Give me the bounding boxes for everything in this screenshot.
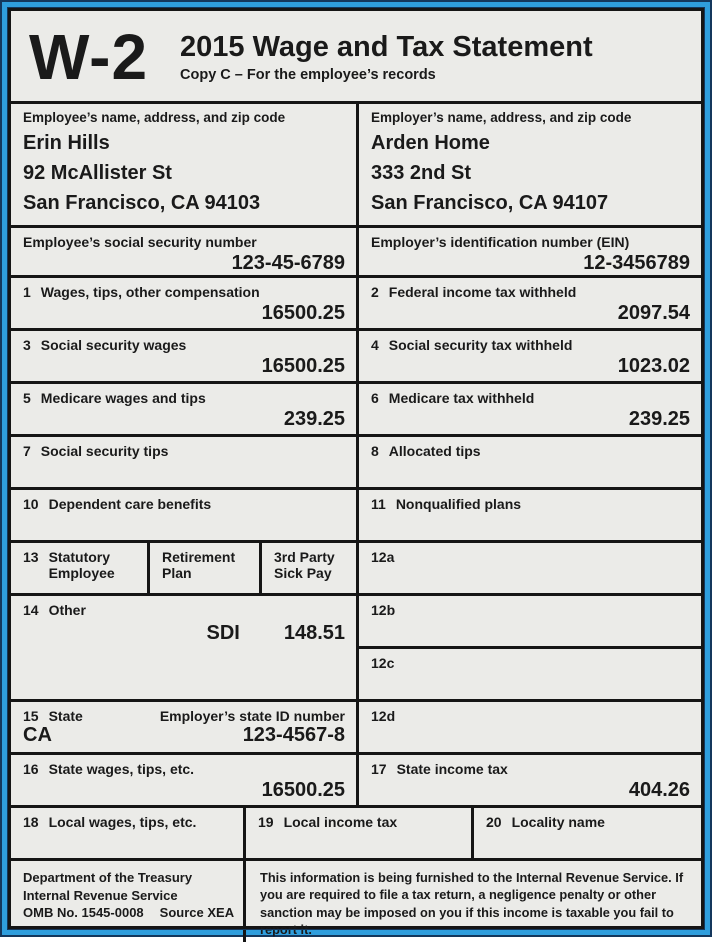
box-11-number: 11: [371, 496, 386, 512]
box-20-locality-name: [471, 808, 701, 858]
box-2-federal-tax: [356, 278, 701, 328]
row-box7-box8: [11, 434, 701, 487]
employee-address-block: [11, 104, 356, 225]
footer-irs-line: Internal Revenue Service: [23, 887, 178, 903]
box-12c-number: 12c: [371, 655, 395, 671]
employer-street: 333 2nd St: [371, 162, 472, 184]
box-5-label: Medicare wages and tips: [40, 390, 206, 406]
employee-city: San Francisco, CA 94103: [23, 192, 261, 214]
box-10-number: 10: [23, 496, 39, 512]
box-17-state-income-tax: [356, 755, 701, 805]
box-12a-number: 12a: [371, 549, 395, 565]
employee-address-label: Employee’s name, address, and zip code: [23, 110, 286, 125]
box-3-label: Social security wages: [40, 337, 187, 353]
box-13-retirement-label: Retirement Plan: [162, 549, 236, 581]
row-box10-box11: [11, 487, 701, 540]
employer-address-label: Employer’s name, address, and zip code: [371, 110, 632, 125]
box-10-dependent-care: [11, 490, 356, 540]
box-12b-number: 12b: [371, 602, 396, 618]
box-5-value: 239.25: [283, 408, 345, 430]
box-15-number: 15: [23, 708, 39, 724]
employee-street: 92 McAllister St: [23, 162, 172, 184]
box-15-state-id-label: Employer’s state ID number: [159, 708, 345, 724]
row-ssn-ein: [11, 225, 701, 275]
box-4-label: Social security tax withheld: [388, 337, 573, 353]
footer-notice-block: [243, 861, 701, 942]
box-8-label: Allocated tips: [388, 443, 481, 459]
w2-form: [8, 8, 704, 937]
box-13-statutory-employee: [11, 543, 147, 593]
form-footer: [11, 858, 701, 942]
box-4-value: 1023.02: [617, 355, 690, 377]
form-copy-line: Copy C – For the employee’s records: [180, 67, 436, 83]
box-4-number: 4: [371, 337, 379, 353]
footer-notice-text: This information is being furnished to the Internal Revenue Service. If you are required to file a tax return, a negligence penalty or other sanction may be imposed on you if this income is taxable you fail to report it.: [260, 870, 684, 937]
box-19-number: 19: [258, 814, 274, 830]
box-7-number: 7: [23, 443, 31, 459]
box-14-entry-amount: 148.51: [283, 622, 345, 644]
box-3-number: 3: [23, 337, 31, 353]
box-8-number: 8: [371, 443, 379, 459]
employer-name: Arden Home: [371, 132, 490, 154]
ssn-label: Employee’s social security number: [23, 234, 257, 250]
box-18-local-wages: [11, 808, 243, 858]
row-box3-box4: [11, 328, 701, 381]
row-box14-box12bc: [11, 593, 701, 699]
box-20-number: 20: [486, 814, 502, 830]
box-12d: [356, 702, 701, 752]
box-7-ss-tips: [11, 437, 356, 487]
box-1-value: 16500.25: [261, 302, 345, 324]
box-16-value: 16500.25: [261, 779, 345, 801]
box-12d-number: 12d: [371, 708, 396, 724]
box-15-label: State: [48, 708, 83, 724]
box-1-label: Wages, tips, other compensation: [40, 284, 260, 300]
box-3-value: 16500.25: [261, 355, 345, 377]
form-name: W-2: [29, 21, 149, 93]
box-14-entry: [23, 622, 345, 645]
box-6-number: 6: [371, 390, 379, 406]
box-16-label: State wages, tips, etc.: [48, 761, 195, 777]
employer-address-block: [356, 104, 701, 225]
box-4-ss-tax: [356, 331, 701, 381]
box-13-statutory-label: Statutory Employee: [48, 549, 115, 581]
box-6-value: 239.25: [628, 408, 690, 430]
row-name-address: [11, 101, 701, 225]
box-1-number: 1: [23, 284, 31, 300]
box-1-wages: [11, 278, 356, 328]
box-16-number: 16: [23, 761, 39, 777]
footer-treasury-line: Department of the Treasury: [23, 870, 193, 885]
footer-agency-block: [11, 861, 243, 942]
box-20-label: Locality name: [511, 814, 605, 830]
row-box18-19-20: [11, 805, 701, 858]
box-17-value: 404.26: [628, 779, 690, 801]
box-11-nonqualified-plans: [356, 490, 701, 540]
ein-box: [356, 228, 701, 275]
box-8-allocated-tips: [356, 437, 701, 487]
box-15-state: [11, 702, 356, 752]
box-13-retirement-plan: [147, 543, 259, 593]
ein-value: 12-3456789: [583, 252, 690, 274]
row-box13-box12a: [11, 540, 701, 593]
row-box5-box6: [11, 381, 701, 434]
form-title: 2015 Wage and Tax Statement: [180, 31, 593, 63]
box-15-state-id-value: 123-4567-8: [242, 724, 345, 746]
ein-label: Employer’s identification number (EIN): [371, 234, 630, 250]
box-14-label: Other: [48, 602, 86, 618]
box-12c: [359, 646, 701, 699]
box-19-label: Local income tax: [283, 814, 398, 830]
ssn-box: [11, 228, 356, 275]
box-6-medicare-tax: [356, 384, 701, 434]
box-17-label: State income tax: [396, 761, 508, 777]
box-12a: [356, 543, 701, 593]
employee-name: Erin Hills: [23, 132, 110, 154]
form-title-block: [180, 31, 593, 83]
box-7-label: Social security tips: [40, 443, 169, 459]
box-2-label: Federal income tax withheld: [388, 284, 577, 300]
box-15-state-value: CA: [23, 724, 52, 746]
box-14-number: 14: [23, 602, 39, 618]
box-5-number: 5: [23, 390, 31, 406]
box-14-other: [11, 596, 356, 699]
footer-omb-number: OMB No. 1545-0008: [23, 905, 144, 921]
row-box16-box17: [11, 752, 701, 805]
form-header: [11, 11, 701, 101]
box-10-label: Dependent care benefits: [48, 496, 212, 512]
box-14-entry-code: SDI: [206, 622, 240, 644]
box-5-medicare-wages: [11, 384, 356, 434]
box-18-number: 18: [23, 814, 39, 830]
footer-source: Source XEA: [159, 905, 235, 921]
box-11-label: Nonqualified plans: [395, 496, 522, 512]
box-12bc-column: [356, 596, 701, 699]
ssn-value: 123-45-6789: [231, 252, 345, 274]
box-17-number: 17: [371, 761, 387, 777]
box-12b: [359, 596, 701, 646]
box-16-state-wages: [11, 755, 356, 805]
employer-city: San Francisco, CA 94107: [371, 192, 609, 214]
box-18-label: Local wages, tips, etc.: [48, 814, 197, 830]
box-13-third-party-sick-pay: [259, 543, 356, 593]
box-13-sickpay-label: 3rd Party Sick Pay: [274, 549, 335, 581]
box-3-ss-wages: [11, 331, 356, 381]
row-box15-box12d: [11, 699, 701, 752]
box-13-checkboxes: [11, 543, 356, 593]
row-box1-box2: [11, 275, 701, 328]
box-19-local-income-tax: [243, 808, 471, 858]
box-6-label: Medicare tax withheld: [388, 390, 535, 406]
box-2-value: 2097.54: [617, 302, 690, 324]
box-2-number: 2: [371, 284, 379, 300]
box-13-number: 13: [23, 549, 39, 565]
